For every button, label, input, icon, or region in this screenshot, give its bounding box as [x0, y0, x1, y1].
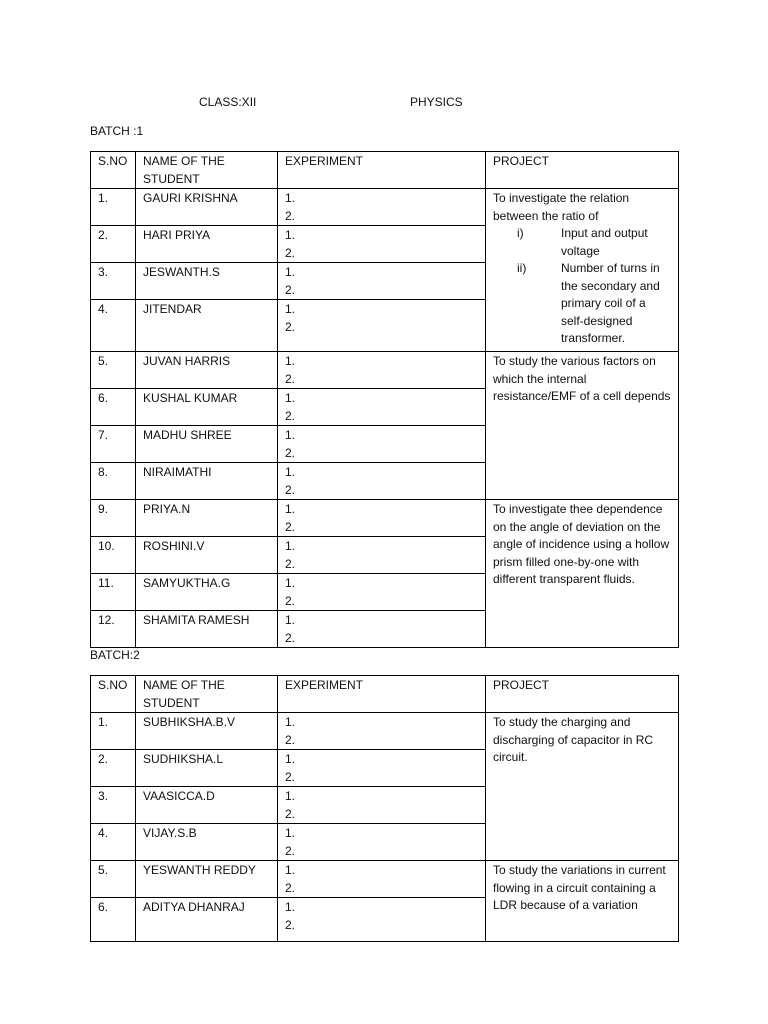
experiment-slot: 1. [285, 826, 296, 840]
student-name-cell: GAURI KRISHNA [136, 189, 278, 226]
table-row [91, 861, 679, 898]
class-label: CLASS:XII [199, 95, 257, 109]
experiment-slot: 2. [285, 208, 296, 223]
experiment-slot: 1. [285, 576, 296, 590]
student-name-cell: JITENDAR [136, 300, 278, 352]
experiment-cell [278, 463, 486, 500]
experiment-slot: 2. [285, 556, 296, 571]
project-description: To investigate the relation between the ratio of [493, 191, 630, 223]
experiment-slot: 2. [285, 445, 296, 460]
experiment-slot: 2. [285, 806, 296, 821]
sno-cell: 1. [91, 713, 136, 750]
experiment-slot: 2. [285, 593, 296, 608]
student-name-cell: VAASICCA.D [136, 787, 278, 824]
col-header-experiment: EXPERIMENT [278, 676, 486, 713]
experiment-slot: 1. [285, 465, 296, 479]
sno-cell: 9. [91, 500, 136, 537]
batch-2-title: BATCH:2 [90, 648, 140, 662]
table-row [91, 189, 679, 226]
experiment-cell [278, 426, 486, 463]
experiment-slot: 2. [285, 371, 296, 386]
experiment-slot: 2. [285, 408, 296, 423]
student-name-cell: VIJAY.S.B [136, 824, 278, 861]
student-name-cell: YESWANTH REDDY [136, 861, 278, 898]
table-row [91, 713, 679, 750]
col-header-experiment: EXPERIMENT [278, 152, 486, 189]
project-cell [486, 189, 679, 352]
experiment-slot: 1. [285, 228, 296, 242]
sno-cell: 3. [91, 263, 136, 300]
experiment-slot: 1. [285, 863, 296, 877]
experiment-slot: 1. [285, 391, 296, 405]
experiment-slot: 2. [285, 769, 296, 784]
sno-cell: 3. [91, 787, 136, 824]
experiment-cell [278, 189, 486, 226]
project-description: To study the charging and discharging of capacitor in RC circuit. [493, 715, 654, 764]
sno-cell: 6. [91, 389, 136, 426]
experiment-slot: 1. [285, 613, 296, 627]
table-row [91, 352, 679, 389]
experiment-cell [278, 611, 486, 648]
experiment-slot: 1. [285, 265, 296, 279]
experiment-slot: 2. [285, 282, 296, 297]
sno-cell: 11. [91, 574, 136, 611]
experiment-cell [278, 300, 486, 352]
student-name-cell: JUVAN HARRIS [136, 352, 278, 389]
col-header-sno: S.NO [91, 676, 136, 713]
experiment-slot: 2. [285, 482, 296, 497]
batch-1-table [90, 151, 679, 648]
sno-cell: 7. [91, 426, 136, 463]
sno-cell: 4. [91, 300, 136, 352]
project-cell [486, 861, 679, 942]
experiment-slot: 2. [285, 319, 296, 334]
batch-1-title: BATCH :1 [90, 124, 144, 138]
sno-cell: 8. [91, 463, 136, 500]
project-subitem [493, 260, 671, 348]
student-name-cell: SUBHIKSHA.B.V [136, 713, 278, 750]
experiment-cell [278, 861, 486, 898]
student-name-cell: PRIYA.N [136, 500, 278, 537]
sno-cell: 4. [91, 824, 136, 861]
sno-cell: 5. [91, 861, 136, 898]
experiment-slot: 2. [285, 245, 296, 260]
col-header-sno: S.NO [91, 152, 136, 189]
experiment-slot: 1. [285, 900, 296, 914]
experiment-slot: 2. [285, 630, 296, 645]
project-cell [486, 352, 679, 500]
experiment-cell [278, 750, 486, 787]
experiment-slot: 1. [285, 354, 296, 368]
col-header-project: PROJECT [486, 152, 679, 189]
student-name-cell: SHAMITA RAMESH [136, 611, 278, 648]
experiment-slot: 1. [285, 789, 296, 803]
experiment-cell [278, 352, 486, 389]
experiment-slot: 1. [285, 502, 296, 516]
student-name-cell: SUDHIKSHA.L [136, 750, 278, 787]
col-header-name: NAME OF THE STUDENT [136, 676, 278, 713]
project-description: To investigate thee dependence on the angle of deviation on the angle of incidence using a hollow prism filled one-by-one with different transparent fluids. [493, 502, 670, 586]
experiment-slot: 1. [285, 191, 296, 205]
experiment-slot: 1. [285, 752, 296, 766]
subitem-number: ii) [517, 261, 527, 275]
student-name-cell: MADHU SHREE [136, 426, 278, 463]
experiment-cell [278, 898, 486, 942]
experiment-slot: 2. [285, 732, 296, 747]
experiment-cell [278, 263, 486, 300]
sno-cell: 12. [91, 611, 136, 648]
subitem-number: i) [517, 226, 524, 240]
col-header-project: PROJECT [486, 676, 679, 713]
experiment-cell [278, 824, 486, 861]
experiment-cell [278, 389, 486, 426]
experiment-cell [278, 574, 486, 611]
sno-cell: 6. [91, 898, 136, 942]
student-name-cell: JESWANTH.S [136, 263, 278, 300]
experiment-cell [278, 500, 486, 537]
batch-2-table [90, 675, 679, 942]
student-name-cell: ADITYA DHANRAJ [136, 898, 278, 942]
experiment-slot: 2. [285, 519, 296, 534]
student-name-cell: ROSHINI.V [136, 537, 278, 574]
subject-label: PHYSICS [410, 95, 463, 109]
project-description: To study the various factors on which the internal resistance/EMF of a cell depends [493, 354, 671, 403]
experiment-cell [278, 537, 486, 574]
project-cell [486, 500, 679, 648]
experiment-cell [278, 787, 486, 824]
experiment-slot: 2. [285, 843, 296, 858]
sno-cell: 10. [91, 537, 136, 574]
col-header-name: NAME OF THE STUDENT [136, 152, 278, 189]
experiment-cell [278, 713, 486, 750]
experiment-slot: 1. [285, 539, 296, 553]
experiment-slot: 2. [285, 880, 296, 895]
student-name-cell: HARI PRIYA [136, 226, 278, 263]
experiment-slot: 1. [285, 302, 296, 316]
student-name-cell: KUSHAL KUMAR [136, 389, 278, 426]
subitem-text: Number of turns in the secondary and primary coil of a self-designed transformer. [561, 261, 660, 345]
experiment-slot: 2. [285, 917, 296, 932]
project-description: To study the variations in current flowing in a circuit containing a LDR because of a variation [493, 863, 666, 912]
table-header-row [91, 676, 679, 713]
project-cell [486, 713, 679, 861]
sno-cell: 2. [91, 750, 136, 787]
subitem-text: Input and output voltage [561, 226, 648, 258]
student-name-cell: SAMYUKTHA.G [136, 574, 278, 611]
student-name-cell: NIRAIMATHI [136, 463, 278, 500]
experiment-slot: 1. [285, 715, 296, 729]
sno-cell: 5. [91, 352, 136, 389]
sno-cell: 2. [91, 226, 136, 263]
experiment-slot: 1. [285, 428, 296, 442]
experiment-cell [278, 226, 486, 263]
table-header-row [91, 152, 679, 189]
project-subitem [493, 225, 671, 260]
table-row [91, 500, 679, 537]
sno-cell: 1. [91, 189, 136, 226]
